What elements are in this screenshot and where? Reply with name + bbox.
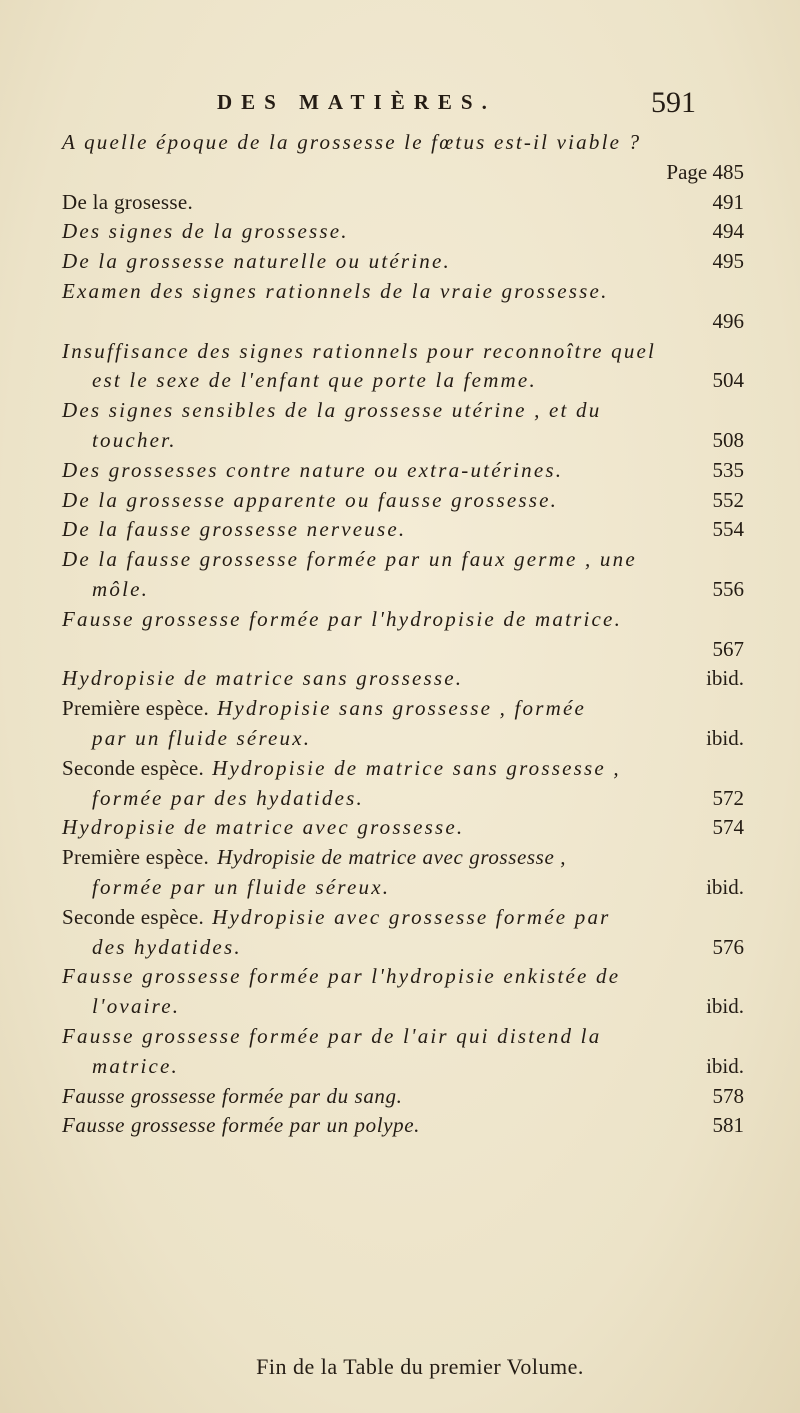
entry-page-number: ibid. (706, 725, 744, 750)
toc-line (62, 605, 744, 635)
entry-title: Hydropisie de matrice sans grossesse , (212, 755, 621, 780)
entry-title: Examen des signes rationnels de la vraie grossesse. (62, 278, 609, 303)
entry-title: formée par des hydatides. (92, 785, 364, 810)
toc-line (62, 664, 744, 694)
entry-title: Fausse grossesse formée par l'hydropisie enkistée de (62, 964, 621, 989)
entry-title: De la grosesse. (62, 189, 194, 214)
entry-title: Hydropisie avec grossesse formée par (212, 904, 611, 929)
toc-line (62, 575, 744, 605)
entry-page-number: 494 (712, 219, 744, 244)
entry-title: Hydropisie sans grossesse , formée (217, 696, 587, 721)
toc-line (62, 515, 744, 545)
entry-page-number: 581 (712, 1113, 744, 1138)
entry-prefix: Seconde espèce. (62, 755, 205, 780)
entry-page-number: 578 (712, 1083, 744, 1108)
toc-line (62, 933, 744, 963)
entry-title: toucher. (92, 427, 177, 452)
entry-page-number: ibid. (706, 1053, 744, 1078)
toc-line (62, 843, 744, 873)
entry-title: Hydropisie de matrice avec grossesse , (217, 845, 567, 870)
toc-line (62, 1111, 744, 1141)
page-header (0, 86, 800, 124)
entry-title: De la grossesse apparente ou fausse grossesse. (62, 487, 559, 512)
entry-page-number: ibid. (706, 666, 744, 691)
entry-prefix: Seconde espèce. (62, 904, 205, 929)
entry-title: Des signes de la grossesse. (62, 219, 349, 244)
entry-title: des hydatides. (92, 934, 242, 959)
toc-line (62, 724, 744, 754)
entry-title: Fausse grossesse formée par un polype. (62, 1113, 420, 1138)
toc-line (62, 396, 744, 426)
toc-line (62, 1022, 744, 1052)
entry-title: est le sexe de l'enfant que porte la femme. (92, 368, 537, 393)
toc-line (62, 188, 744, 218)
closing-line: Fin de la Table du premier Volume. (256, 1354, 584, 1379)
toc-line (62, 247, 744, 277)
entry-page-number: ibid. (706, 994, 744, 1019)
entry-page-number: 535 (712, 457, 744, 482)
entry-prefix: Première espèce. (62, 845, 210, 870)
entry-title: Des grossesses contre nature ou extra-utérines. (62, 457, 564, 482)
toc-line (62, 486, 744, 516)
toc-line (62, 784, 744, 814)
entry-page-number: 572 (712, 785, 744, 810)
entry-title: De la fausse grossesse nerveuse. (62, 517, 407, 542)
entry-page-number: 554 (712, 517, 744, 542)
entry-page-number: 495 (712, 249, 744, 274)
toc-line (62, 545, 744, 575)
entry-page-number: ibid. (706, 874, 744, 899)
entry-title: môle. (92, 576, 150, 601)
toc-line (62, 962, 744, 992)
entry-title: Insuffisance des signes rationnels pour reconnoître quel (62, 338, 657, 363)
entry-prefix: Première espèce. (62, 696, 210, 721)
entry-title: Des signes sensibles de la grossesse utérine , et du (62, 398, 602, 423)
entry-title: De la grossesse naturelle ou utérine. (62, 249, 451, 274)
entry-title: Fausse grossesse formée par l'hydropisie de matrice. (62, 606, 623, 631)
table-of-contents (62, 128, 744, 1141)
entry-page-number: Page 485 (666, 159, 744, 184)
toc-line (62, 337, 744, 367)
toc-line (62, 813, 744, 843)
entry-title: Hydropisie de matrice sans grossesse. (62, 666, 464, 691)
toc-line (62, 754, 744, 784)
entry-page-number: 574 (712, 815, 744, 840)
toc-line (62, 426, 744, 456)
entry-title: Hydropisie de matrice avec grossesse. (62, 815, 465, 840)
entry-page-number: 567 (712, 636, 744, 661)
toc-line (62, 277, 744, 307)
toc-line (62, 158, 744, 188)
toc-line (62, 128, 744, 158)
entry-title: De la fausse grossesse formée par un faux germe , une (62, 547, 637, 572)
running-title: DES MATIÈRES. (217, 90, 496, 114)
entry-page-number: 576 (712, 934, 744, 959)
entry-page-number: 508 (712, 427, 744, 452)
entry-page-number: 556 (712, 576, 744, 601)
toc-line (62, 694, 744, 724)
toc-line (62, 903, 744, 933)
entry-page-number: 504 (712, 368, 744, 393)
entry-page-number: 552 (712, 487, 744, 512)
toc-line (62, 456, 744, 486)
entry-page-number: 491 (712, 189, 744, 214)
toc-line (62, 1052, 744, 1082)
entry-title: formée par un fluide séreux. (92, 874, 391, 899)
page-number: 591 (651, 86, 696, 119)
toc-line (62, 366, 744, 396)
toc-line (62, 307, 744, 337)
entry-title: matrice. (92, 1053, 179, 1078)
entry-title: A quelle époque de la grossesse le fœtus est-il viable ? (62, 130, 642, 154)
toc-line (62, 635, 744, 665)
entry-title: Fausse grossesse formée par du sang. (62, 1083, 403, 1108)
entry-title: par un fluide séreux. (92, 725, 312, 750)
entry-page-number: 496 (712, 308, 744, 333)
toc-line (62, 992, 744, 1022)
entry-title: Fausse grossesse formée par de l'air qui distend la (62, 1023, 602, 1048)
toc-line (62, 873, 744, 903)
entry-title: l'ovaire. (92, 994, 181, 1019)
toc-line (62, 1082, 744, 1112)
toc-line (62, 217, 744, 247)
